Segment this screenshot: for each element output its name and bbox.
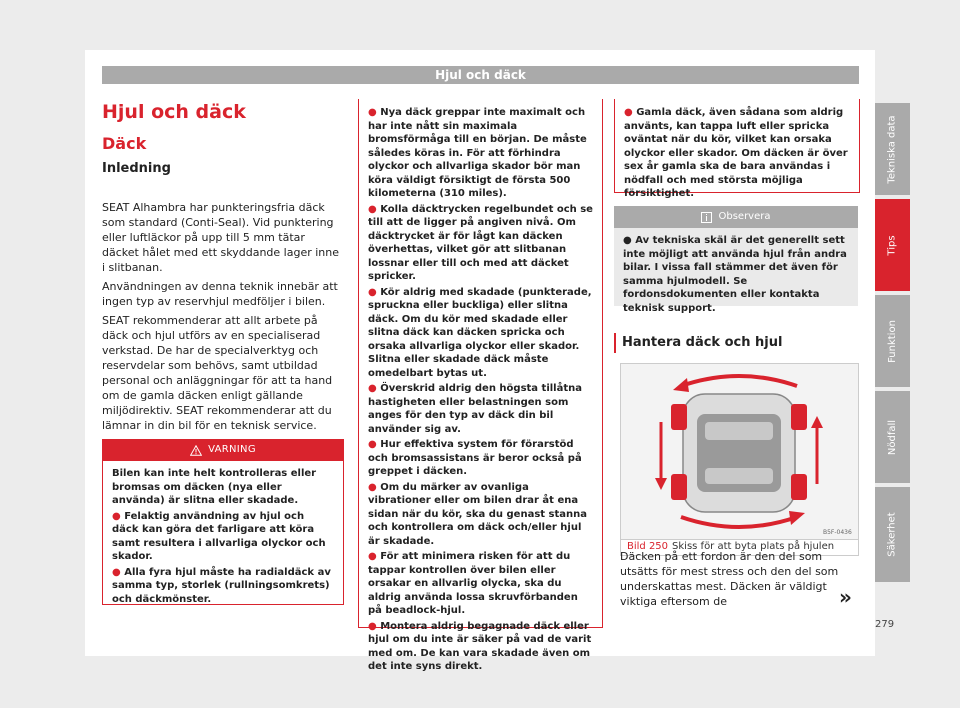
paragraph: SEAT rekommenderar att allt arbete på däck och hjul utförs av en specialiserad verkstad. De har de specialverktyg och reservdelar som behövs, samt utbildad personal och anläggningar för att ta hand om de gamla däcken enligt gällande miljödirektiv. SEAT rekommenderar att du lämnar in din bil för en teknisk service. bbox=[102, 314, 333, 432]
bullet-icon: ● bbox=[623, 235, 636, 246]
section-title: Däck bbox=[102, 134, 147, 153]
note-label: Observera bbox=[718, 211, 771, 223]
bullet-icon: ● bbox=[368, 383, 381, 394]
continued-marker: » bbox=[839, 585, 852, 609]
list-item: ● Nya däck greppar inte maximalt och har inte nått sin maximala bromsförmåga till en början. De måste således köras in. För att förhindra olyckor och allvarliga skador bör man köra väldigt försiktigt de första 500 kilometerna (310 miles). bbox=[368, 107, 587, 199]
car-top-view-illustration bbox=[621, 364, 858, 539]
side-tab-tekniska-data[interactable]: Tekniska data bbox=[875, 103, 910, 195]
list-item: ● För att minimera risken för att du tappar kontrollen över bilen eller orsakar en allvarlig olycka, ska du aldrig använda lossa skruvförbanden på beadlock-hjul. bbox=[368, 551, 578, 616]
bullet-icon: ● bbox=[368, 439, 381, 450]
list-item: ● Montera aldrig begagnade däck eller hjul om du inte är säker på vad de varit med om. De kan vara skadade även om det inte syns direkt. bbox=[368, 620, 592, 672]
bullet-icon: ● bbox=[368, 481, 381, 493]
paragraph: Användningen av denna teknik innebär att ingen typ av reservhjul medföljer i bilen. bbox=[102, 280, 338, 308]
warning-label: VARNING bbox=[208, 444, 256, 456]
warning-triangle-icon bbox=[190, 445, 202, 456]
bullet-icon: ● bbox=[368, 107, 381, 118]
running-header: Hjul och däck bbox=[102, 66, 859, 84]
warning-box bbox=[102, 439, 344, 605]
note-header bbox=[614, 206, 858, 228]
paragraph: SEAT Alhambra har punkteringsfria däck som standard (Conti-Seal). Vid punktering eller luftläckor på upp till 5 mm tätar däcket hålet med ett skyddande lager inne i slitbanan. bbox=[102, 201, 339, 274]
list-item: ● Hur effektiva system för förarstöd och bromsassistans är beror också på greppet i däcken. bbox=[368, 439, 582, 477]
list-item: ● Kolla däcktrycken regelbundet och se till att de ligger på angiven nivå. Om däcktrycket är för lågt kan däcken överhettas, vilket gör att slitbanan lossnar eller till och med att däcket spricker. bbox=[368, 203, 593, 282]
warning-header bbox=[102, 439, 344, 461]
chapter-title: Hjul och däck bbox=[102, 101, 246, 123]
list-item: ● Av tekniska skäl är det generellt sett inte möjligt att använda hjul från andra bilar. I vissa fall stämmer det även för samma hjulmodell. Se fordonsdokumenten eller kontakta teknisk support. bbox=[623, 235, 847, 314]
warning-intro: Bilen kan inte helt kontrolleras eller bromsas om däcken (nya eller använda) är slitna eller skadade. bbox=[112, 468, 317, 506]
figure-caption-text: Skiss för att byta plats på hjulen bbox=[672, 541, 835, 552]
figure-label: Bild 250 bbox=[627, 541, 669, 552]
bullet-icon: ● bbox=[624, 107, 637, 118]
section-heading: Hantera däck och hjul bbox=[622, 335, 783, 350]
subsection-title: Inledning bbox=[102, 161, 171, 176]
side-tab-tips[interactable]: Tips bbox=[875, 199, 910, 291]
bullet-icon: ● bbox=[368, 620, 381, 632]
info-icon bbox=[701, 212, 712, 223]
section-accent-bar bbox=[614, 333, 616, 353]
list-item: ● Felaktig användning av hjul och däck kan göra det farligare att köra samt resultera i allvarliga olyckor och skador. bbox=[112, 510, 326, 562]
warning-box-continued bbox=[614, 99, 860, 199]
list-item: ● Överskrid aldrig den högsta tillåtna hastigheten eller belastningen som anges för den typ av däck din bil använder sig av. bbox=[368, 383, 582, 435]
warning-box-continued bbox=[358, 99, 603, 672]
page-number: 279 bbox=[875, 619, 895, 630]
figure-tire-rotation bbox=[620, 363, 859, 540]
bullet-icon: ● bbox=[368, 286, 381, 298]
column-left bbox=[102, 100, 342, 437]
bullet-icon: ● bbox=[112, 566, 125, 578]
list-item: ● Alla fyra hjul måste ha radialdäck av samma typ, storlek (rullningsomkrets) och däckmönster. bbox=[112, 566, 331, 605]
bullet-icon: ● bbox=[112, 510, 125, 522]
list-item: ● Om du märker av ovanliga vibrationer eller om bilen drar åt ena sidan när du kör, ska du genast stanna och kontrollera om däck och/eller hjul är skadade. bbox=[368, 481, 587, 547]
bullet-icon: ● bbox=[368, 203, 381, 215]
bullet-icon: ● bbox=[368, 551, 381, 562]
paragraph: Däcken på ett fordon är den del som utsätts för mest stress och den del som underskattas mest. Däcken är väldigt viktiga eftersom de bbox=[620, 550, 839, 608]
list-item: ● Kör aldrig med skadade (punkterade, spruckna eller buckliga) eller slitna däck. Om du kör med skadade eller slitna däck kan däcken spricka och orsaka allvarliga olyckor eller skador. Slitna eller skadade däck måste omedelbart bytas ut. bbox=[368, 286, 592, 379]
figure-code: B5F-0436 bbox=[823, 529, 852, 536]
side-tab-nodfall[interactable]: Nödfall bbox=[875, 391, 910, 483]
note-box bbox=[614, 206, 858, 314]
list-item: ● Gamla däck, även sådana som aldrig använts, kan tappa luft eller spricka oväntat när du kör, vilket kan orsaka olyckor eller skador. Om däcken är över sex år gamla ska de bara användas i nödfall och med största möjliga försiktighet. bbox=[624, 107, 848, 199]
side-tab-funktion[interactable]: Funktion bbox=[875, 295, 910, 387]
side-tab-sakerhet[interactable]: Säkerhet bbox=[875, 487, 910, 582]
